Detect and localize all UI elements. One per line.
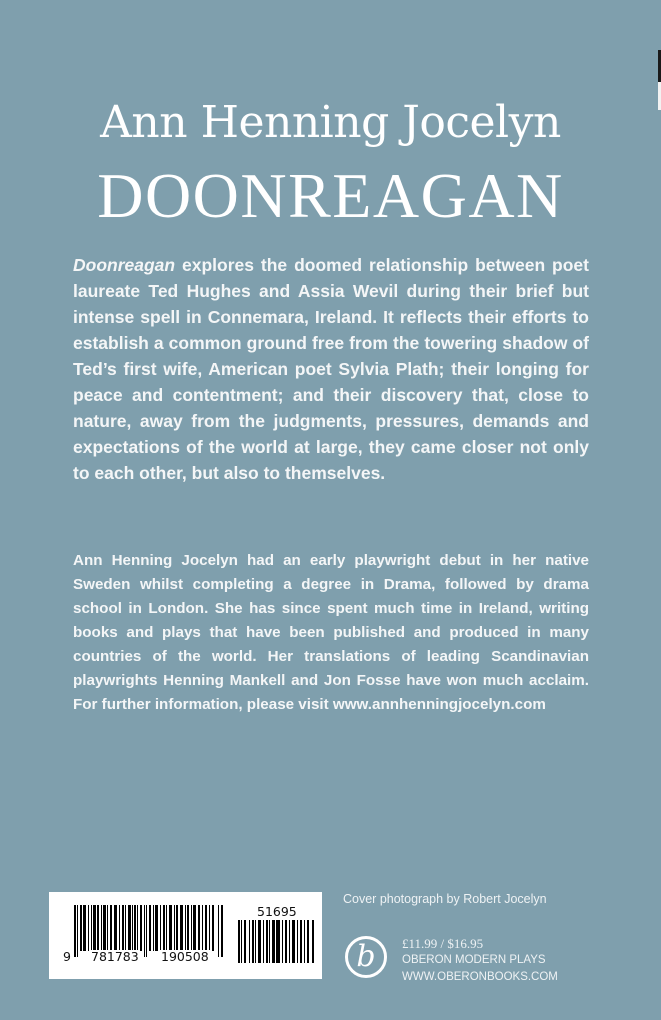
book-title: DOONREAGAN <box>97 160 564 231</box>
publisher-website: WWW.OBERONBOOKS.COM <box>402 971 558 983</box>
addon-barcode-bars-icon <box>238 920 315 963</box>
barcode-right-digits: 190508 <box>161 949 209 964</box>
photo-credit: Cover photograph by Robert Jocelyn <box>343 892 547 906</box>
blurb-title-italic: Doonreagan <box>73 255 176 275</box>
blurb-paragraph <box>73 252 589 486</box>
isbn-barcode <box>49 892 322 979</box>
logo-glyph: b <box>356 939 376 974</box>
series-name: OBERON MODERN PLAYS <box>402 954 546 966</box>
barcode-lead-digit: 9 <box>63 949 71 964</box>
author-name: Ann Henning Jocelyn <box>100 97 561 148</box>
oberon-logo-icon <box>345 936 387 978</box>
publisher-info <box>402 935 558 986</box>
blurb-text: explores the doomed relationship between poet laureate Ted Hughes and Assia Wevil during their brief but intense spell in Connemara, Ireland. It reflects their efforts to establish a common ground free from the towering shadow of Ted’s first wife, American poet Sylvia Plath; their longing for peace and contentment; and their discovery that, close to nature, away from the judgments, pressures, demands and expectations of the world at large, they came closer not only to each other, but also to themselves. <box>73 255 589 483</box>
barcode-addon-digits: 51695 <box>257 904 297 919</box>
barcode-left-digits: 781783 <box>91 949 139 964</box>
price: £11.99 / $16.95 <box>402 936 484 951</box>
author-bio: Ann Henning Jocelyn had an early playwright debut in her native Sweden whilst completing a degree in Drama, followed by drama school in London. She has since spent much time in Ireland, writing books and plays that have been published and produced in many countries of the world. Her translations of leading Scandinavian playwrights Henning Mankell and Jon Fosse have won much acclaim. For further information, please visit www.annhenningjocelyn.com <box>73 552 589 713</box>
